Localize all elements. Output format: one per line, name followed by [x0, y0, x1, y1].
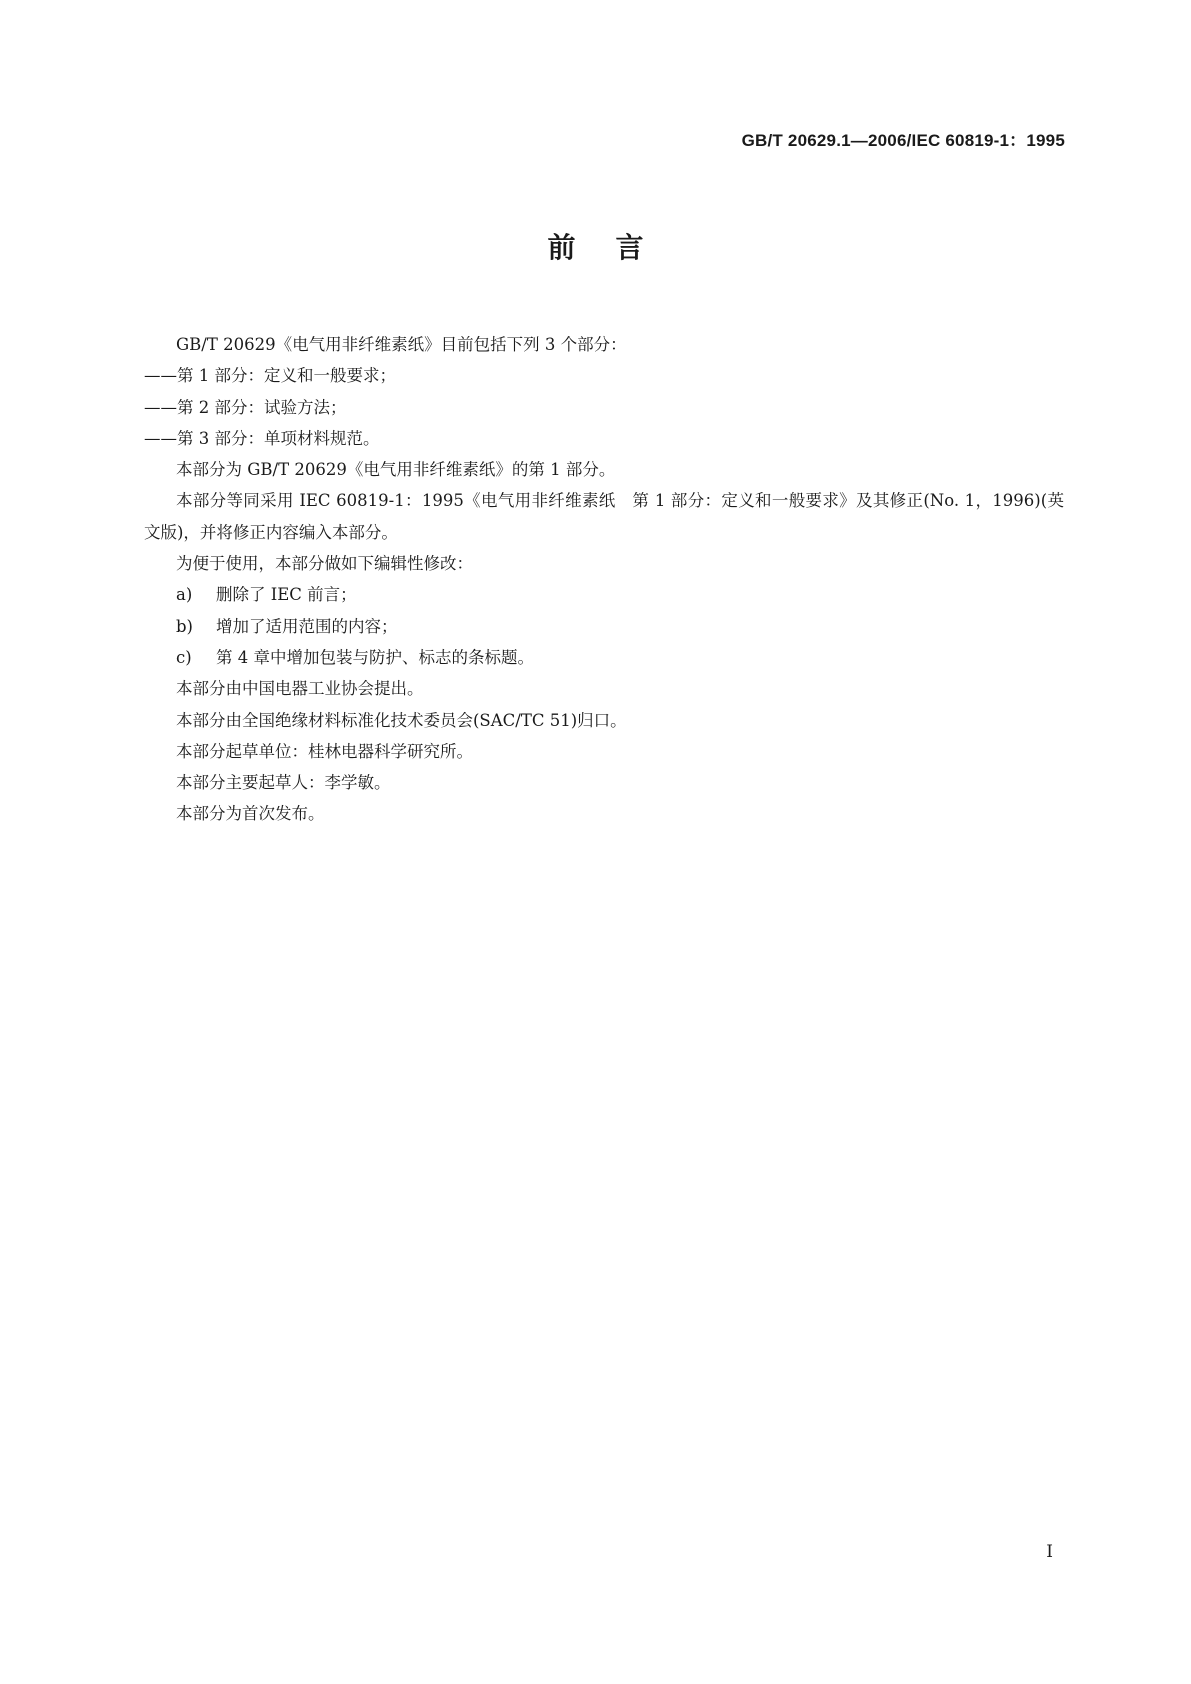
proposed-by-paragraph: 本部分由中国电器工业协会提出。 — [176, 679, 424, 699]
foreword-body — [144, 329, 1064, 830]
editorial-item — [144, 579, 1064, 610]
part-list-item: ——第 1 部分：定义和一般要求； — [144, 366, 396, 386]
editorial-item-text: 增加了适用范围的内容； — [216, 616, 398, 636]
editorial-item — [144, 611, 1064, 642]
drafter-paragraph: 本部分主要起草人：李学敏。 — [176, 773, 391, 793]
editorial-item-text: 删除了 IEC 前言； — [216, 585, 357, 605]
managed-by-paragraph: 本部分由全国绝缘材料标准化技术委员会(SAC/TC 51)归口。 — [176, 710, 627, 730]
editorial-intro-paragraph: 为便于使用，本部分做如下编辑性修改： — [176, 554, 473, 574]
editorial-item — [144, 642, 1064, 673]
editorial-item-label: a) — [176, 585, 193, 605]
part-list-item: ——第 3 部分：单项材料规范。 — [144, 428, 380, 448]
standard-code-header: GB/T 20629.1—2006/IEC 60819-1：1995 — [741, 131, 1065, 150]
page-number: I — [1046, 1542, 1053, 1562]
part-list-item: ——第 2 部分：试验方法； — [144, 397, 347, 417]
editorial-item-label: c) — [176, 647, 192, 667]
adoption-paragraph: 本部分等同采用 IEC 60819-1：1995《电气用非纤维素纸 第 1 部分：定义和一般要求》及其修正(No. 1，1996)(英文版)，并将修正内容编入本部分。 — [144, 491, 1064, 542]
page-title: 前言 — [547, 231, 684, 264]
intro-paragraph: GB/T 20629《电气用非纤维素纸》目前包括下列 3 个部分： — [176, 335, 627, 354]
drafting-unit-paragraph: 本部分起草单位：桂林电器科学研究所。 — [176, 741, 473, 761]
first-issue-paragraph: 本部分为首次发布。 — [176, 804, 325, 824]
this-part-paragraph: 本部分为 GB/T 20629《电气用非纤维素纸》的第 1 部分。 — [176, 460, 616, 480]
editorial-item-label: b) — [176, 616, 193, 636]
editorial-item-text: 第 4 章中增加包装与防护、标志的条标题。 — [216, 647, 534, 667]
